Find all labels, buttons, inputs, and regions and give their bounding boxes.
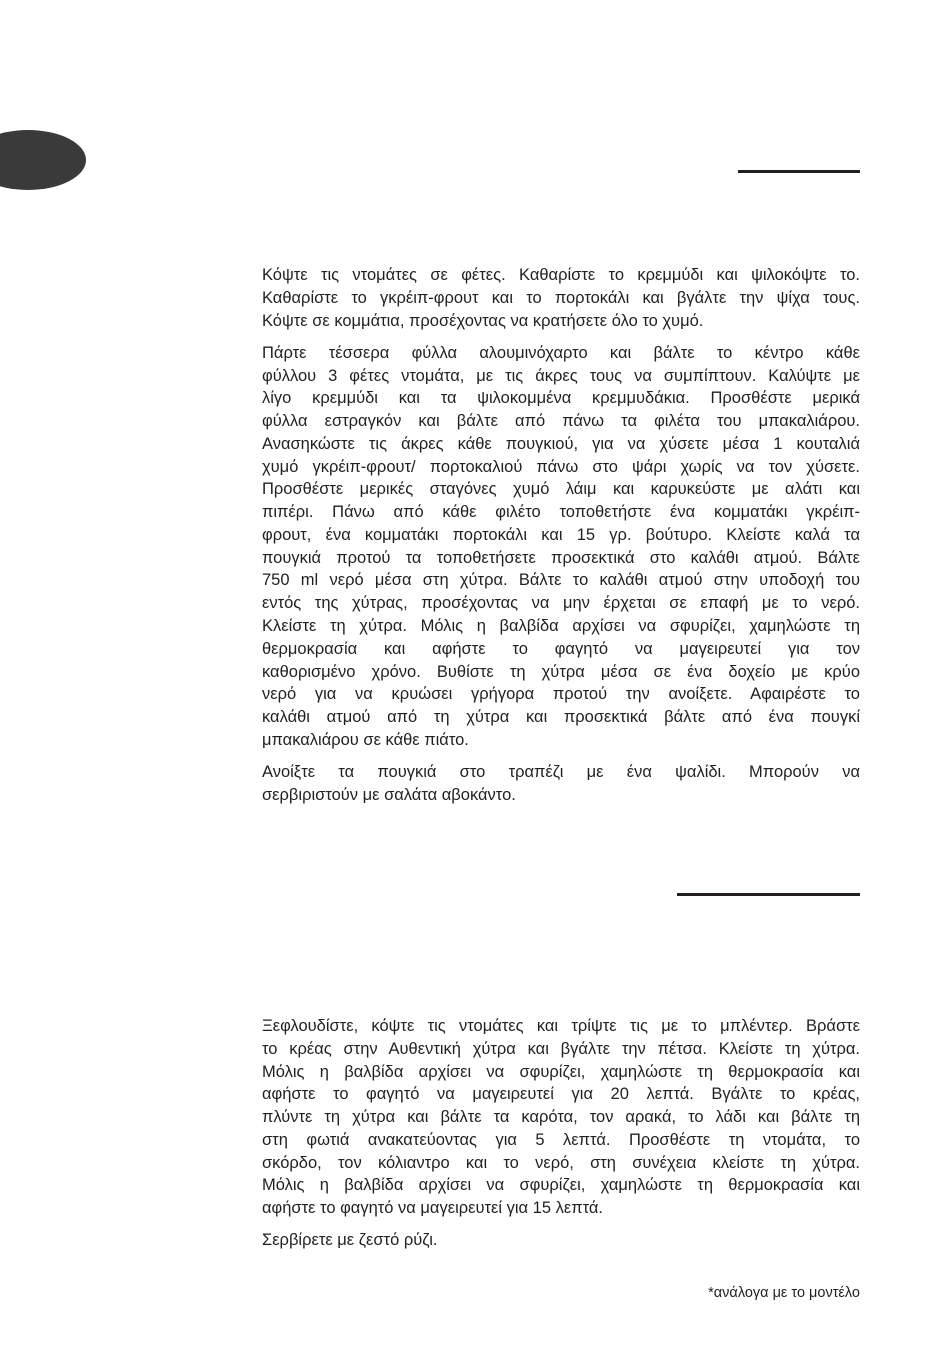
text-line: Πάρτε τέσσερα φύλλα αλουμινόχαρτο και βάλτε το κέντρο κάθε <box>262 343 860 362</box>
text-line: πουγκιά προτού τα τοποθετήσετε προσεκτικά στο καλάθι ατμού. Βάλτε <box>262 548 860 567</box>
text-line: αφήστε το φαγητό να μαγειρευτεί για 20 λεπτά. Βγάλτε το κρέας, <box>262 1085 860 1104</box>
text-line: Μόλις η βαλβίδα αρχίσει να σφυρίζει, χαμηλώστε τη θερμοκρασία και <box>262 1176 860 1195</box>
text-line: χυμό γκρέιπ-φρουτ/ πορτοκαλιού πάνω στο ψάρι χωρίς να τον χύσετε. <box>262 457 860 476</box>
paragraph <box>262 761 860 807</box>
text-line: πλύντε τη χύτρα και βάλτε τα καρότα, τον αρακά, το λάδι και βάλτε τη <box>262 1108 860 1127</box>
text-line: Κόψτε τις ντομάτες σε φέτες. Καθαρίστε το κρεμμύδι και ψιλοκόψτε το. <box>262 266 860 284</box>
text-line: Ανοίξτε τα πουγκιά στο τραπέζι με ένα ψαλίδι. Μπορούν να <box>262 763 860 782</box>
section-divider <box>677 893 860 896</box>
text-line: καθορισμένο χρόνο. Βυθίστε τη χύτρα μέσα σε ένα δοχείο με κρύο <box>262 662 860 681</box>
text-line: Μόλις η βαλβίδα αρχίσει να σφυρίζει, χαμηλώστε τη θερμοκρασία και <box>262 1062 860 1081</box>
text-line: Κόψτε σε κομμάτια, προσέχοντας να κρατήσετε όλο το χυμό. <box>262 311 704 330</box>
text-line: Ξεφλουδίστε, κόψτε τις ντομάτες και τρίψτε τις με το μπλέντερ. Βράστε <box>262 1017 860 1035</box>
recipe-1-text <box>262 264 860 807</box>
text-line: νερό για να κρυώσει γρήγορα προτού την ανοίξετε. Αφαιρέστε το <box>262 685 860 704</box>
text-line: φύλλου 3 φέτες ντομάτα, με τις άκρες τους να συμπίπτουν. Καλύψτε με <box>262 366 860 385</box>
text-line: φρουτ, ένα κομματάκι πορτοκάλι και 15 γρ. βούτυρο. Κλείστε καλά τα <box>262 525 860 544</box>
text-line: πιπέρι. Πάνω από κάθε φιλέτο τοποθετήστε ένα κομματάκι γκρέιπ- <box>262 503 860 522</box>
text-line: Προσθέστε μερικές σταγόνες χυμό λάιμ και καρυκεύστε με αλάτι και <box>262 480 860 499</box>
text-line: Σερβίρετε με ζεστό ρύζι. <box>262 1231 438 1250</box>
paragraph <box>262 1229 860 1252</box>
text-line: στη φωτιά ανακατεύοντας για 5 λεπτά. Προσθέστε τη ντομάτα, το <box>262 1130 860 1149</box>
text-line: αφήστε το φαγητό να μαγειρευτεί για 15 λεπτά. <box>262 1199 603 1218</box>
paragraph <box>262 342 860 752</box>
text-line: μπακαλιάρου σε κάθε πιάτο. <box>262 730 469 749</box>
text-line: λίγο κρεμμύδι και τα ψιλοκομμένα κρεμμυδάκια. Προσθέστε μερικά <box>262 389 860 408</box>
text-line: σερβιριστούν με σαλάτα αβοκάντο. <box>262 785 516 804</box>
text-line: Κλείστε τη χύτρα. Μόλις η βαλβίδα αρχίσει να σφυρίζει, χαμηλώστε τη <box>262 616 860 635</box>
text-line: Ανασηκώστε τις άκρες κάθε πουγκιού, για να χύσετε μέσα 1 κουταλιά <box>262 434 860 453</box>
model-footnote: *ανάλογα με το μοντέλο <box>708 1285 860 1301</box>
recipe-2-text <box>262 1015 860 1252</box>
chapter-tab <box>0 130 86 190</box>
text-line: σκόρδο, τον κόλιαντρο και το νερό, στη συνέχεια κλείστε τη χύτρα. <box>262 1153 860 1172</box>
text-line: το κρέας στην Αυθεντική χύτρα και βγάλτε την πέτσα. Κλείστε τη χύτρα. <box>262 1039 860 1058</box>
text-line: 750 ml νερό μέσα στη χύτρα. Βάλτε το καλάθι ατμού στην υποδοχή του <box>262 571 860 590</box>
text-line: θερμοκρασία και αφήστε το φαγητό να μαγειρευτεί για τον <box>262 639 860 658</box>
text-line: Καθαρίστε το γκρέιπ-φρουτ και το πορτοκάλι και βγάλτε την ψίχα τους. <box>262 288 860 307</box>
text-line: φύλλα εστραγκόν και βάλτε από πάνω τα φιλέτα του μπακαλιάρου. <box>262 412 860 431</box>
paragraph <box>262 1015 860 1220</box>
paragraph <box>262 264 860 332</box>
section-divider <box>738 170 860 173</box>
text-line: εντός της χύτρας, προσέχοντας να μην έρχεται σε επαφή με το νερό. <box>262 594 860 613</box>
text-line: καλάθι ατμού από τη χύτρα και προσεκτικά βάλτε από ένα πουγκί <box>262 708 860 727</box>
